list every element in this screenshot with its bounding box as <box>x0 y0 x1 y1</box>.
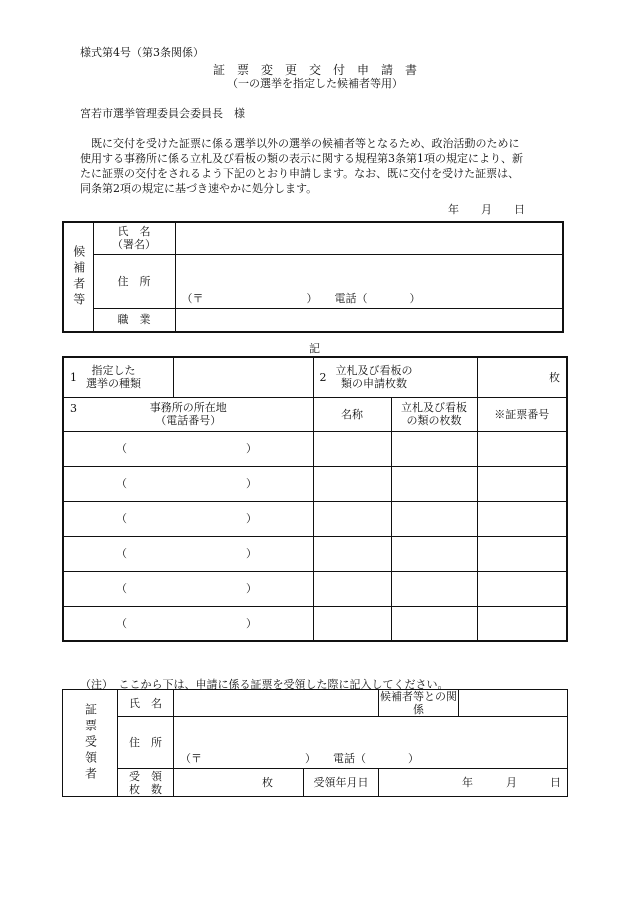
receiver-postal-open: （〒 <box>180 752 202 765</box>
office-location-field[interactable] <box>63 606 313 641</box>
office-location-field[interactable] <box>63 431 313 466</box>
election-type-field[interactable] <box>173 357 313 397</box>
body-line: 既に交付を受けた証票に係る選挙以外の選挙の候補者等となるため、政治活動のために <box>80 137 520 150</box>
table-row <box>63 606 567 641</box>
receiver-name-label: 氏 名 <box>118 690 174 717</box>
relation-field[interactable] <box>459 690 568 717</box>
office-table <box>62 356 568 642</box>
phone-close: ） <box>409 291 421 305</box>
certificate-number-header: ※証票番号 <box>477 397 567 431</box>
page-title: 証 票 変 更 交 付 申 請 書 <box>212 63 417 77</box>
form-label: 様式第4号（第3条関係） <box>80 46 204 59</box>
count-header-line-2: の類の枚数 <box>406 414 462 427</box>
phone-open-paren: （ <box>116 582 127 595</box>
receiver-address-field[interactable] <box>174 717 568 769</box>
certificate-number-field[interactable] <box>477 466 567 501</box>
location-header <box>63 397 313 431</box>
received-date-field[interactable] <box>379 769 568 797</box>
certificate-number-field[interactable] <box>477 501 567 536</box>
note: （注） ここから下は、申請に係る証票を受領した際に記入してください。 <box>80 678 449 691</box>
received-date-label: 受領年月日 <box>304 769 379 797</box>
postal-close: ） <box>306 291 318 305</box>
address-label: 住 所 <box>93 254 175 308</box>
occupation-field[interactable] <box>175 308 563 332</box>
relation-label: 候補者等との関係 <box>380 690 457 716</box>
signature-label: （署名） <box>112 238 156 252</box>
sign-count-unit: 枚 <box>549 370 560 384</box>
received-count-label <box>118 769 174 797</box>
phone-close-paren: ） <box>246 616 257 630</box>
certificate-number-field[interactable] <box>477 431 567 466</box>
phone-open-paren: （ <box>116 442 127 455</box>
location-header-phone: （電話番号） <box>155 414 222 427</box>
phone-close-paren: ） <box>246 582 257 595</box>
office-name-field[interactable] <box>313 431 391 466</box>
phone-open-paren: （ <box>116 547 127 560</box>
receiver-address-label: 住 所 <box>118 717 174 769</box>
candidate-table <box>62 221 564 333</box>
address-field[interactable] <box>175 254 563 308</box>
table-row <box>63 536 567 571</box>
date-line: 年 月 日 <box>448 203 525 216</box>
occupation-label: 職 業 <box>93 308 175 332</box>
received-count-label-2: 枚 数 <box>129 782 162 796</box>
office-count-field[interactable] <box>391 501 477 536</box>
body-line: 同条第2項の規定に基づき速やかに処分します。 <box>80 182 318 195</box>
name-label-cell <box>93 222 175 254</box>
office-count-field[interactable] <box>391 606 477 641</box>
phone-open-paren: （ <box>116 477 127 490</box>
office-name-field[interactable] <box>313 606 391 641</box>
sign-count-label-2: 類の申請枚数 <box>341 377 407 391</box>
election-type-label-cell <box>63 357 173 397</box>
name-field[interactable] <box>175 222 563 254</box>
office-count-field[interactable] <box>391 466 477 501</box>
certificate-number-field[interactable] <box>477 571 567 606</box>
office-count-field[interactable] <box>391 571 477 606</box>
received-count-label-1: 受 領 <box>129 769 162 783</box>
certificate-number-field[interactable] <box>477 536 567 571</box>
addressee: 宮若市選挙管理委員会委員長 様 <box>80 107 245 120</box>
page-subtitle: （一の選挙を指定した候補者等用） <box>227 77 403 90</box>
office-name-field[interactable] <box>313 466 391 501</box>
office-location-field[interactable] <box>63 501 313 536</box>
received-date-value: 年 月 日 <box>462 776 561 789</box>
phone-close-paren: ） <box>246 477 257 490</box>
phone-open-paren: （ <box>116 512 127 525</box>
item-2-number: 2 <box>319 370 327 384</box>
item-3-number: 3 <box>70 401 77 415</box>
candidate-group-label: 候補者等 <box>71 245 86 309</box>
receiver-postal-close: ） <box>305 752 316 765</box>
body-line: 使用する事務所に係る立札及び看板の類の表示に関する規程第3条第1項の規定により、新 <box>80 152 523 165</box>
office-name-field[interactable] <box>313 501 391 536</box>
phone-close-paren: ） <box>246 547 257 560</box>
office-location-field[interactable] <box>63 536 313 571</box>
receiver-table <box>62 689 568 797</box>
receiver-group-label: 証票受領者 <box>83 703 98 783</box>
sign-count-label: 立札及び看板の <box>335 364 413 378</box>
receiver-name-field[interactable] <box>174 690 379 717</box>
item-1-number: 1 <box>70 370 77 384</box>
table-row <box>63 431 567 466</box>
location-header-label: 事務所の所在地 <box>149 401 227 414</box>
election-type-label-2: 選挙の種類 <box>86 377 141 391</box>
name-label: 氏 名 <box>117 225 151 239</box>
name-header: 名称 <box>313 397 391 431</box>
receiver-group-label-cell <box>63 690 118 797</box>
received-count-field[interactable] <box>174 769 304 797</box>
table-row <box>63 466 567 501</box>
table-row <box>63 501 567 536</box>
phone-close-paren: ） <box>246 442 257 455</box>
office-count-field[interactable] <box>391 536 477 571</box>
office-count-field[interactable] <box>391 431 477 466</box>
receiver-phone-label: 電話（ <box>333 752 366 765</box>
receiver-phone-close: ） <box>408 752 419 765</box>
sign-count-label-cell <box>313 357 477 397</box>
office-location-field[interactable] <box>63 466 313 501</box>
phone-close-paren: ） <box>246 512 257 525</box>
office-name-field[interactable] <box>313 536 391 571</box>
received-count-unit: 枚 <box>262 776 273 789</box>
body-text <box>80 136 523 196</box>
count-header-line: 立札及び看板 <box>401 401 467 414</box>
table-row <box>63 571 567 606</box>
candidate-group-label-cell <box>63 222 93 332</box>
ki-label: 記 <box>309 342 320 355</box>
office-name-field[interactable] <box>313 571 391 606</box>
sign-count-field[interactable] <box>477 357 567 397</box>
count-header <box>391 397 477 431</box>
phone-open-paren: （ <box>116 616 127 630</box>
office-location-field[interactable] <box>63 571 313 606</box>
election-type-label: 指定した <box>91 364 136 378</box>
postal-open: （〒 <box>181 291 204 305</box>
body-line: たに証票の交付をされるよう下記のとおり申請します。なお、既に交付を受けた証票は、 <box>80 167 520 180</box>
certificate-number-field[interactable] <box>477 606 567 641</box>
phone-label: 電話（ <box>334 291 368 305</box>
